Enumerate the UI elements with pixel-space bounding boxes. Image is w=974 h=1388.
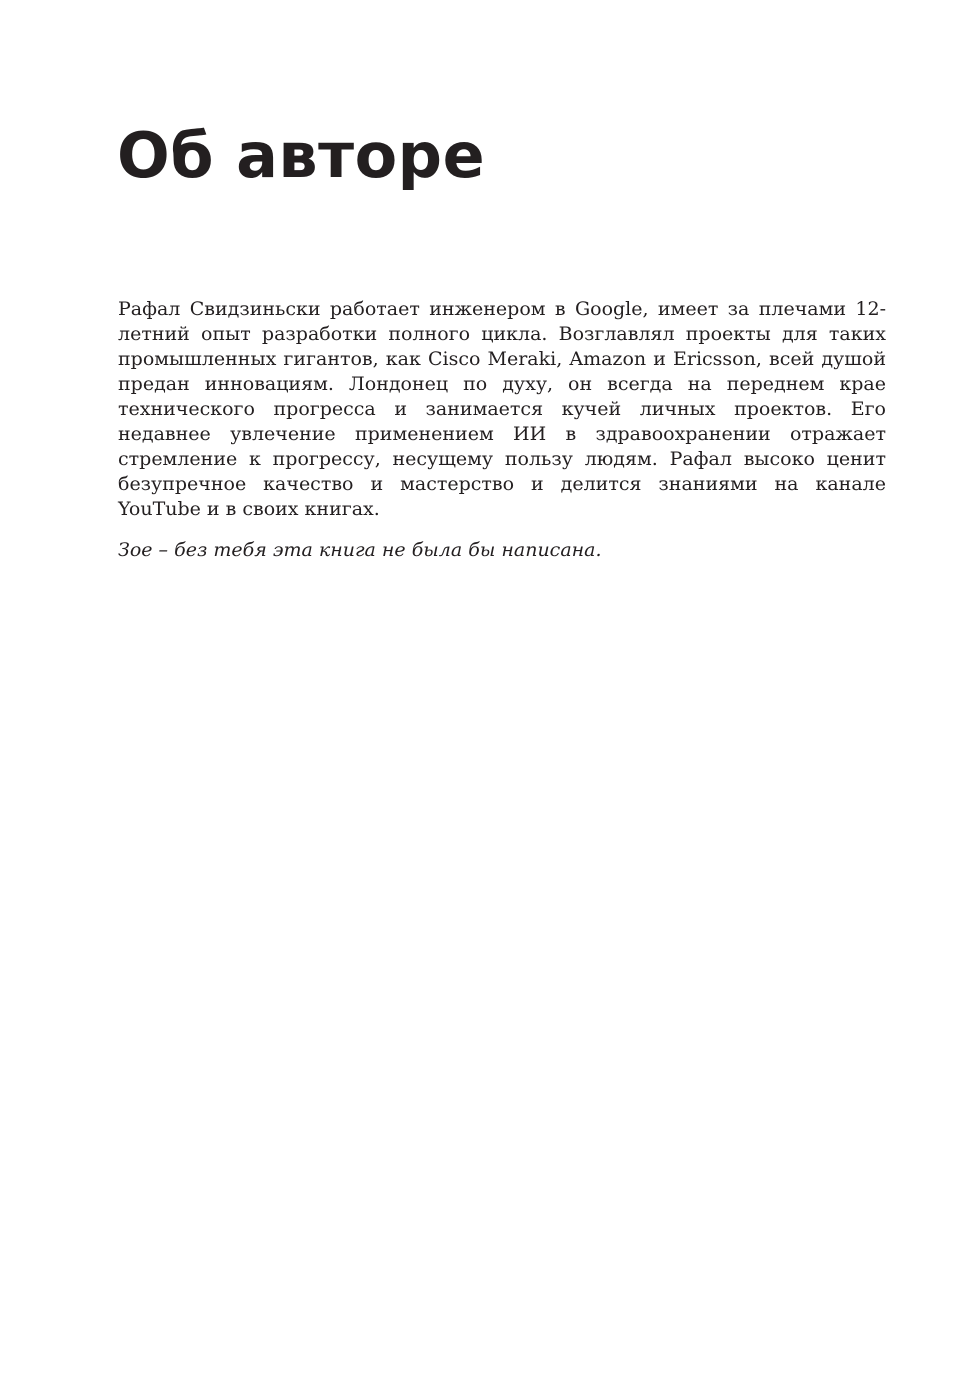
page-title: Об авторе — [117, 119, 486, 192]
body-text — [118, 297, 886, 563]
dedication-line: Зое – без тебя эта книга не была бы написана. — [118, 539, 602, 561]
author-bio-paragraph: Рафал Свидзиньски работает инженером в Google, имеет за плечами 12-летний опыт разработки полного цикла. Возглавлял проекты для таких промышленных гигантов, как Cisco Meraki, Amazon и Ericsson, всей душой предан инновациям. Лондонец по духу, он всегда на переднем крае технического прогресса и занимается кучей личных проектов. Его недавнее увлечение применением ИИ в здравоохранении отражает стремление к прогрессу, несущему пользу людям. Рафал высоко ценит безупречное качество и мастерство и делится знаниями на канале YouTube и в своих книгах. — [118, 298, 886, 520]
